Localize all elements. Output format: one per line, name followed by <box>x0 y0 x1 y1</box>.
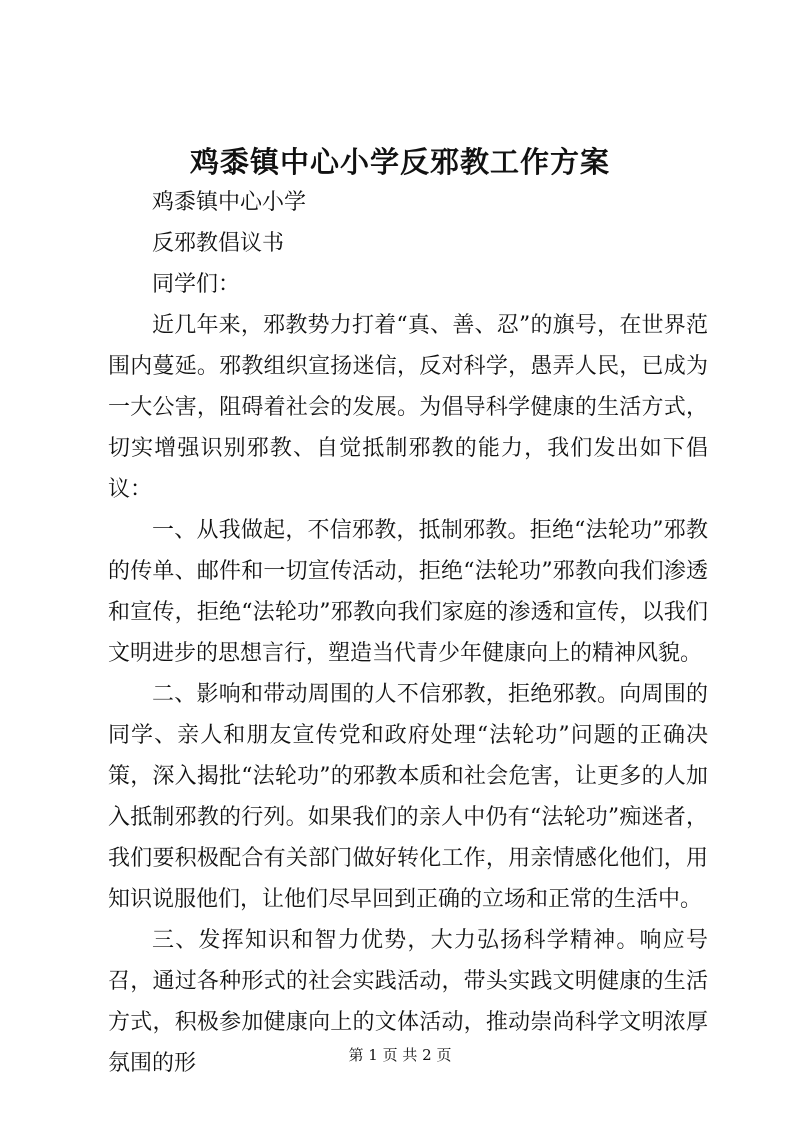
proposal-paragraph-1: 一、从我做起，不信邪教，抵制邪教。拒绝“法轮功”邪教的传单、邮件和一切宣传活动，拒绝“法轮功”邪教向我们渗透和宣传，拒绝“法轮功”邪教向我们家庭的渗透和宣传，以我们文明进步的思想言行，塑造当代青少年健康向上的精神风貌。 <box>108 518 708 666</box>
document-title: 鸡黍镇中心小学反邪教工作方案 <box>189 145 610 179</box>
proposal-heading-line: 反邪教倡议书 <box>152 231 285 256</box>
page-footer: 第 1 页 共 2 页 <box>348 1046 452 1064</box>
proposal-paragraph-3: 三、发挥知识和智力优势，大力弘扬科学精神。响应号召，通过各种形式的社会实践活动，带头实践文明健康的生活方式，积极参加健康向上的文体活动，推动崇尚科学文明浓厚氛围的形 <box>108 928 708 1076</box>
proposal-paragraph-2: 二、影响和带动周围的人不信邪教，拒绝邪教。向周围的同学、亲人和朋友宣传党和政府处理“法轮功”问题的正确决策，深入揭批“法轮功”的邪教本质和社会危害，让更多的人加入抵制邪教的行列。如果我们的亲人中仍有“法轮功”痴迷者，我们要积极配合有关部门做好转化工作，用亲情感化他们，用知识说服他们，让他们尽早回到正确的立场和正常的生活中。 <box>108 682 708 912</box>
school-name-line: 鸡黍镇中心小学 <box>152 190 307 215</box>
document-body <box>108 182 708 1084</box>
intro-paragraph: 近几年来，邪教势力打着“真、善、忍”的旗号，在世界范围内蔓延。邪教组织宣扬迷信，反对科学，愚弄人民，已成为一大公害，阻碍着社会的发展。为倡导科学健康的生活方式，切实增强识别邪教、自觉抵制邪教的能力，我们发出如下倡议： <box>108 313 708 502</box>
salutation-line: 同学们： <box>152 272 241 297</box>
